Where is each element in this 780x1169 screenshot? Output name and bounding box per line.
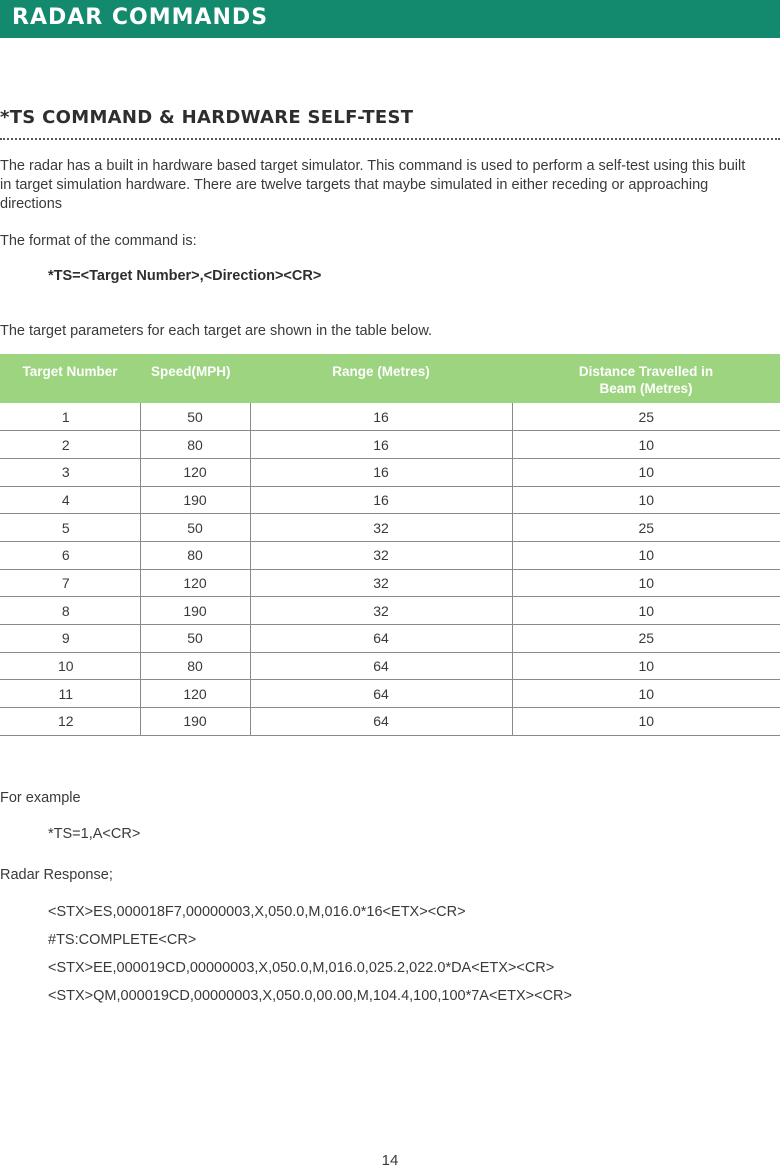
response-label: Radar Response;	[0, 867, 113, 883]
cell-distance: 10	[512, 652, 780, 680]
table-row	[0, 680, 780, 708]
cell-range: 64	[250, 708, 512, 736]
cell-target: 10	[0, 652, 140, 680]
header-target-number: Target Number	[22, 364, 118, 379]
cell-range: 32	[250, 597, 512, 625]
table-row	[0, 652, 780, 680]
cell-range: 16	[250, 486, 512, 514]
cell-distance: 10	[512, 541, 780, 569]
example-label: For example	[0, 790, 81, 806]
cell-speed: 190	[140, 597, 250, 625]
cell-range: 16	[250, 403, 512, 431]
table-row	[0, 403, 780, 431]
cell-speed: 80	[140, 541, 250, 569]
cell-speed: 80	[140, 652, 250, 680]
cell-target: 5	[0, 514, 140, 542]
header-band	[0, 0, 780, 38]
cell-speed: 120	[140, 458, 250, 486]
cell-distance: 25	[512, 625, 780, 653]
table-row	[0, 514, 780, 542]
cell-target: 9	[0, 625, 140, 653]
table-row	[0, 569, 780, 597]
intro-paragraph: The radar has a built in hardware based target simulator. This command is used to perform a self-test using this built in target simulation hardware. There are twelve targets that maybe simulated in either receding or approaching directions	[0, 158, 746, 212]
page-title: RADAR COMMANDS	[12, 5, 269, 30]
response-line: <STX>QM,000019CD,00000003,X,050.0,00.00,M,104.4,100,100*7A<ETX><CR>	[48, 988, 572, 1004]
cell-target: 8	[0, 597, 140, 625]
cell-speed: 190	[140, 708, 250, 736]
table-intro: The target parameters for each target are shown in the table below.	[0, 323, 433, 339]
response-line: #TS:COMPLETE<CR>	[48, 932, 197, 948]
cell-distance: 10	[512, 486, 780, 514]
header-speed: Speed(MPH)	[151, 364, 231, 379]
cell-range: 32	[250, 569, 512, 597]
cell-speed: 50	[140, 403, 250, 431]
page-number: 14	[381, 1152, 399, 1169]
table-row	[0, 541, 780, 569]
table-row	[0, 431, 780, 459]
example-command: *TS=1,A<CR>	[48, 826, 141, 842]
cell-speed: 50	[140, 625, 250, 653]
cell-distance: 10	[512, 708, 780, 736]
cell-range: 32	[250, 541, 512, 569]
cell-target: 3	[0, 458, 140, 486]
response-line: <STX>EE,000019CD,00000003,X,050.0,M,016.0,025.2,022.0*DA<ETX><CR>	[48, 960, 555, 976]
cell-range: 16	[250, 458, 512, 486]
cell-target: 7	[0, 569, 140, 597]
cell-distance: 10	[512, 569, 780, 597]
cell-speed: 80	[140, 431, 250, 459]
target-parameters-table	[0, 354, 780, 736]
cell-speed: 120	[140, 680, 250, 708]
cell-speed: 190	[140, 486, 250, 514]
format-command: *TS=<Target Number>,<Direction><CR>	[48, 268, 322, 284]
cell-distance: 25	[512, 514, 780, 542]
format-label: The format of the command is:	[0, 233, 197, 249]
cell-target: 11	[0, 680, 140, 708]
table-row	[0, 486, 780, 514]
cell-distance: 25	[512, 403, 780, 431]
cell-range: 32	[250, 514, 512, 542]
section-title: *TS COMMAND & HARDWARE SELF-TEST	[0, 107, 414, 128]
cell-range: 64	[250, 625, 512, 653]
cell-target: 6	[0, 541, 140, 569]
cell-range: 64	[250, 652, 512, 680]
cell-range: 16	[250, 431, 512, 459]
table-row	[0, 625, 780, 653]
header-distance-line2: Beam (Metres)	[599, 381, 693, 396]
response-line: <STX>ES,000018F7,00000003,X,050.0,M,016.0*16<ETX><CR>	[48, 904, 466, 920]
cell-range: 64	[250, 680, 512, 708]
cell-speed: 50	[140, 514, 250, 542]
header-distance	[512, 354, 780, 403]
table-row	[0, 597, 780, 625]
cell-target: 2	[0, 431, 140, 459]
cell-speed: 120	[140, 569, 250, 597]
cell-target: 1	[0, 403, 140, 431]
cell-target: 12	[0, 708, 140, 736]
header-range: Range (Metres)	[332, 364, 430, 379]
cell-distance: 10	[512, 597, 780, 625]
cell-distance: 10	[512, 431, 780, 459]
dotted-divider	[0, 138, 780, 140]
table-header-row	[0, 354, 780, 403]
cell-distance: 10	[512, 680, 780, 708]
cell-target: 4	[0, 486, 140, 514]
header-distance-line1: Distance Travelled in	[578, 364, 714, 379]
table-row	[0, 458, 780, 486]
cell-distance: 10	[512, 458, 780, 486]
table-row	[0, 708, 780, 736]
